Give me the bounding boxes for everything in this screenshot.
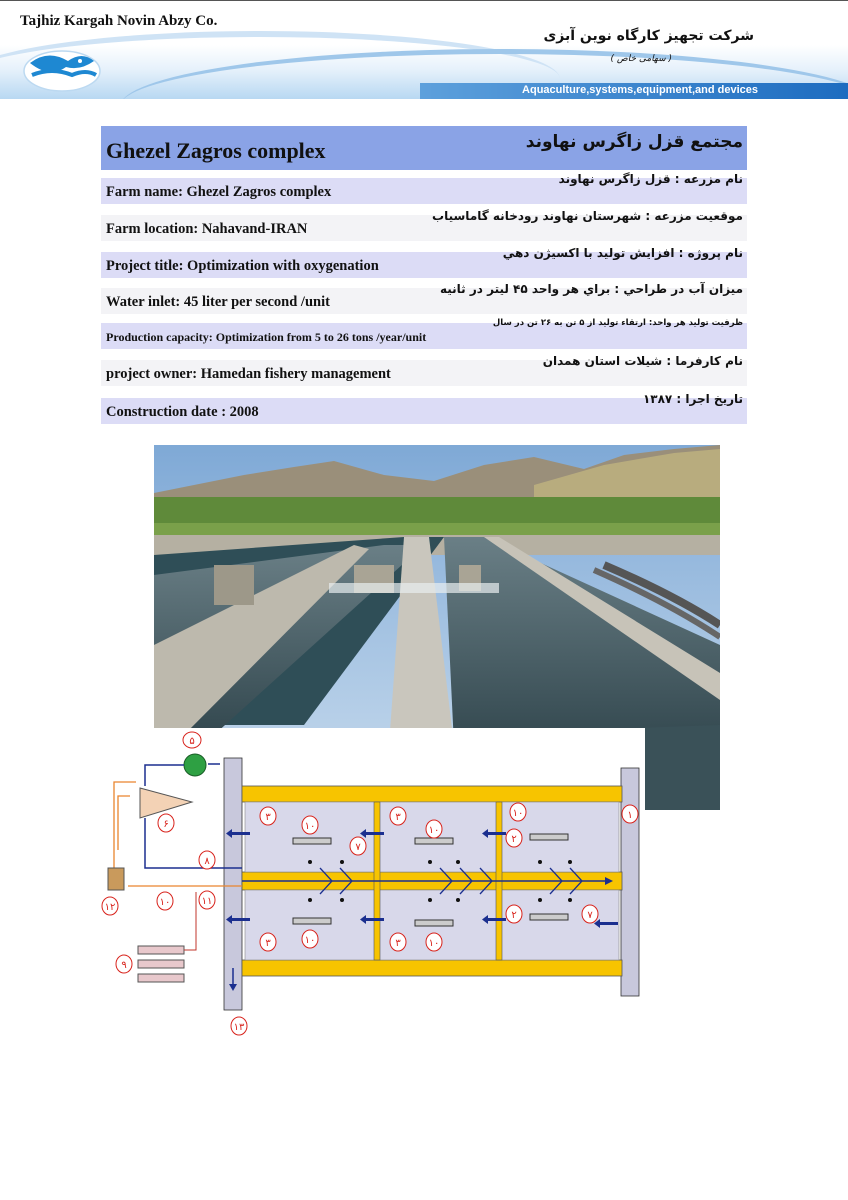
farm-location-en: Farm location: Nahavand-IRAN bbox=[106, 221, 308, 237]
construction-date-fa: تاریخ اجرا : ۱۳۸۷ bbox=[642, 392, 743, 406]
diagram-label: ۱۲ bbox=[104, 902, 116, 913]
project-title-fa-row: نام پروژه : افزایش تولید با اکسیژن دهي bbox=[502, 246, 743, 260]
diagram-label: ۱۰ bbox=[512, 808, 524, 819]
diagram-label: ۲ bbox=[511, 834, 517, 845]
info-row-farm-name bbox=[101, 172, 747, 204]
info-row-production-capacity bbox=[101, 318, 747, 349]
project-title-row bbox=[101, 126, 747, 170]
tagline: Aquaculture,systems,equipment,and devices bbox=[522, 84, 758, 96]
info-row-water-inlet bbox=[101, 282, 747, 314]
info-row-project-title bbox=[101, 246, 747, 278]
diagram-label: ۱۳ bbox=[233, 1022, 245, 1033]
farm-name-en: Farm name: Ghezel Zagros complex bbox=[106, 184, 332, 200]
production-capacity-fa: ظرفیت تولید هر واحد: ارتقاء تولید از ۵ تن به ۲۶ تن در سال bbox=[492, 318, 743, 328]
info-row-project-owner bbox=[101, 354, 747, 386]
water-inlet-en: Water inlet: 45 liter per second /unit bbox=[106, 294, 330, 310]
diagram-label: ۳ bbox=[395, 938, 401, 949]
farm-location-fa: موقعیت مزرعه : شهرستان نهاوند رودخانه گاماسیاب bbox=[432, 209, 743, 223]
diagram-label: ۱۰ bbox=[304, 935, 316, 946]
diagram-label: ۳ bbox=[395, 812, 401, 823]
company-type-fa: ( سهامی خاص ) bbox=[610, 54, 672, 64]
production-capacity-en: Production capacity: Optimization from 5 to 26 tons /year/unit bbox=[106, 330, 427, 344]
diagram-label: ۳ bbox=[265, 812, 271, 823]
page-header bbox=[0, 1, 848, 99]
diagram-label: ۷ bbox=[587, 910, 593, 921]
diagram-label: ۱۱ bbox=[201, 896, 213, 907]
diagram-label: ۱۰ bbox=[428, 825, 440, 836]
outlet-wall bbox=[621, 768, 639, 996]
project-title-en: Ghezel Zagros complex bbox=[106, 138, 326, 163]
project-info-table bbox=[101, 126, 747, 420]
project-owner-fa: نام کارفرما : شیلات استان همدان bbox=[542, 354, 743, 368]
diagram-label: ۵ bbox=[189, 736, 195, 747]
project-owner-en: project owner: Hamedan fishery management bbox=[106, 366, 391, 382]
project-title-en-row: Project title: Optimization with oxygenation bbox=[106, 258, 379, 274]
company-logo-icon bbox=[22, 43, 102, 93]
info-row-farm-location bbox=[101, 209, 747, 241]
diagram-label: ۳ bbox=[265, 938, 271, 949]
project-title-fa: مجتمع قزل زاگرس نهاوند bbox=[525, 132, 743, 152]
diagram-label: ۱۰ bbox=[304, 821, 316, 832]
company-name-fa: شرکت تجهیز کارگاه نوین آبزی bbox=[543, 28, 754, 44]
diagram-label: ۶ bbox=[163, 819, 169, 830]
diagram-label: ۱۰ bbox=[159, 897, 171, 908]
water-inlet-fa: میزان آب در طراحي : براي هر واحد ۴۵ لیتر در ثانیه bbox=[439, 282, 743, 296]
oxygenation-diagram bbox=[100, 728, 645, 1040]
diagram-label: ۷ bbox=[355, 842, 361, 853]
construction-date-en: Construction date : 2008 bbox=[106, 404, 259, 420]
company-name-en: Tajhiz Kargah Novin Abzy Co. bbox=[20, 13, 218, 29]
farm-name-fa: نام مزرعه : قزل زاگرس نهاوند bbox=[558, 172, 743, 186]
tagline-bar bbox=[420, 83, 848, 99]
diagram-label: ۱۰ bbox=[428, 938, 440, 949]
diagram-label: ۲ bbox=[511, 910, 517, 921]
diagram-label: ۱ bbox=[627, 810, 633, 821]
info-row-construction-date bbox=[101, 392, 747, 424]
diagram-label: ۹ bbox=[121, 960, 127, 971]
diagram-label: ۸ bbox=[204, 856, 210, 867]
